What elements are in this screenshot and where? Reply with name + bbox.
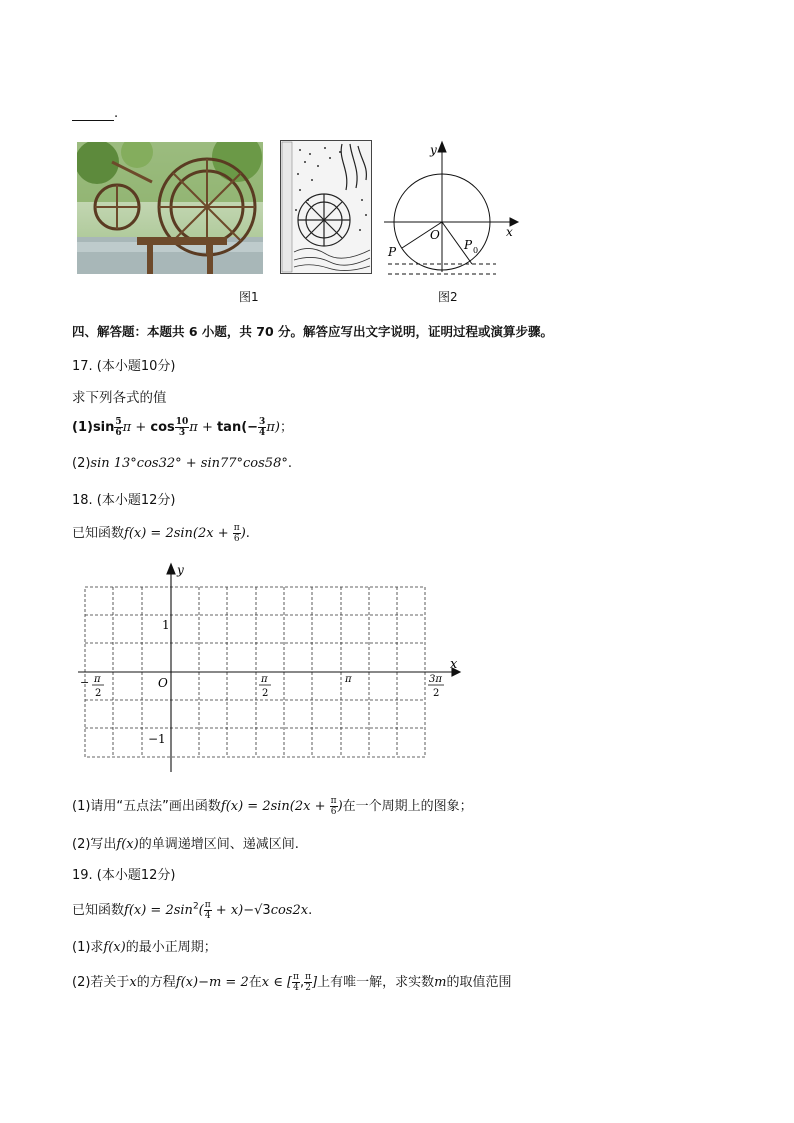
figure-1-photo bbox=[77, 142, 263, 274]
frac-pi-6-b: $\frac{\pi}{6}$ bbox=[330, 796, 337, 817]
tick-pi: π bbox=[345, 674, 352, 685]
section-header: 四、解答题：本题共 6 小题，共 70 分。解答应写出文字说明，证明过程或演算步骤。 bbox=[72, 324, 554, 339]
q17-part1: (1)sin $\frac{5}{6}$ π + cos $\frac{10}{3}$ π + tan(− $\frac{3}{4}$ π)； bbox=[72, 417, 293, 438]
point-p0-subscript: 0 bbox=[473, 246, 479, 255]
grid-x-label: x bbox=[450, 657, 458, 672]
q17-part2: (2)sin 13°cos32° + sin77°cos58°. bbox=[72, 456, 292, 471]
y-axis-label: y bbox=[430, 143, 437, 157]
frac-10-3: $\frac{10}{3}$ bbox=[175, 417, 189, 438]
point-p-label: P bbox=[388, 245, 397, 259]
tick-neg-pi-2-num: π bbox=[94, 674, 101, 685]
tick-neg-pi-2-sign: − bbox=[80, 676, 90, 689]
q19-part2: (2)若关于x的方程f(x)−m = 2在x ∈ [ $\frac{\pi}{4}$ , $\frac{\pi}{2}$ ]上有唯一解，求实数m的取值范围 bbox=[72, 972, 512, 993]
circle-axes-diagram bbox=[380, 138, 520, 280]
frac-3-4: $\frac{3}{4}$ bbox=[259, 417, 266, 438]
tick-1: 1 bbox=[162, 618, 170, 632]
y-axis-arrow bbox=[167, 564, 175, 574]
tick-pi-2-num: π bbox=[261, 674, 268, 685]
blank-line bbox=[72, 110, 114, 121]
figure-1-caption: 图1 bbox=[239, 290, 259, 304]
grid-origin: O bbox=[158, 676, 168, 690]
q18-part2: (2)写出f(x)的单调递增区间、递减区间. bbox=[72, 837, 299, 852]
frac-5-6: $\frac{5}{6}$ bbox=[115, 417, 122, 438]
q19-title: 19. (本小题12分) bbox=[72, 868, 176, 883]
origin-label: O bbox=[430, 228, 440, 242]
q18-title: 18. (本小题12分) bbox=[72, 493, 176, 508]
grid-y-label: y bbox=[177, 563, 184, 577]
five-point-grid bbox=[76, 560, 466, 778]
q19-stem: 已知函数$f(x) = 2\sin^2$( $\frac{\pi}{4}$ + x)−√3cos2x. bbox=[72, 900, 313, 921]
frac-pi-4-b: $\frac{\pi}{4}$ bbox=[293, 972, 299, 993]
q17-prompt: 求下列各式的值 bbox=[72, 390, 167, 406]
tick-neg-pi-2-den: 2 bbox=[95, 688, 102, 699]
q19-part1: (1)求f(x)的最小正周期； bbox=[72, 940, 217, 955]
q17-title: 17. (本小题10分) bbox=[72, 359, 176, 374]
q18-grid-figure bbox=[76, 560, 466, 778]
q18-stem: 已知函数f(x) = 2sin(2x + $\frac{\pi}{6}$ ). bbox=[72, 523, 250, 544]
figure-1-engraving bbox=[280, 140, 372, 274]
water-wheel-engraving bbox=[280, 140, 372, 274]
point-p0-label: P bbox=[464, 238, 473, 252]
answer-blank: . bbox=[72, 106, 118, 121]
tick-3pi-2-num: 3π bbox=[429, 674, 442, 685]
frac-pi-6: $\frac{\pi}{6}$ bbox=[233, 523, 240, 544]
figure-2-caption: 图2 bbox=[438, 290, 458, 304]
x-axis-label: x bbox=[506, 225, 513, 239]
tick-neg-1: −1 bbox=[148, 732, 166, 746]
frac-pi-2: $\frac{\pi}{2}$ bbox=[305, 972, 312, 993]
tick-3pi-2-den: 2 bbox=[433, 688, 440, 699]
q18-part1: (1)请用“五点法”画出函数f(x) = 2sin(2x + $\frac{\pi}{6}$ )在一个周期上的图象； bbox=[72, 796, 473, 817]
figure-2-diagram bbox=[380, 138, 520, 280]
tick-pi-2-den: 2 bbox=[262, 688, 269, 699]
frac-pi-4: $\frac{\pi}{4}$ bbox=[204, 900, 211, 921]
water-wheel-photo bbox=[77, 142, 263, 274]
